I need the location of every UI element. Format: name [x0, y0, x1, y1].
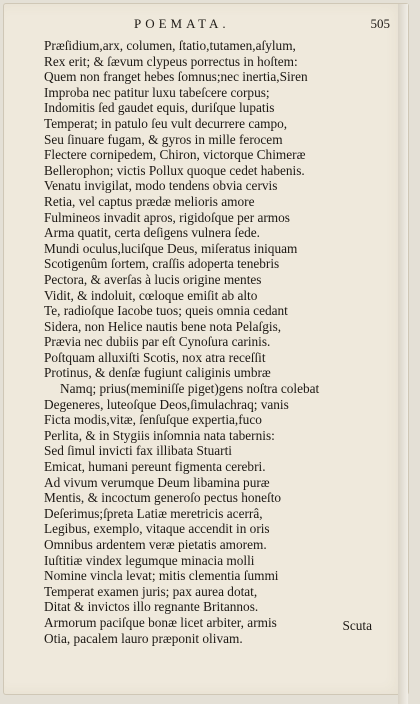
poem-line: Armorum paciſque bonæ licet arbiter, armis: [44, 614, 277, 630]
poem-line: Præſidium,arx, columen, ſtatio,tutamen,aſylum,: [44, 38, 296, 53]
poem-line: Namq; prius(meminiſſe piget)gens noſtra colebat: [60, 381, 320, 397]
poem-line: Temperat examen juris; pax aurea dotat,: [44, 583, 258, 599]
poem-line: Bellerophon; victis Pollux quoque cedet habenis.: [44, 162, 305, 178]
poem-line: Iuſtitiæ vindex legumque minacia molli: [44, 552, 255, 568]
poem-line: Temperat; in patulo ſeu vult decurrere campo,: [44, 115, 288, 131]
poem-line: Te, radioſque Iacobe tuos; queis omnia cedant: [44, 303, 288, 319]
book-page: [4, 4, 408, 694]
poem-line: Ditat & invictos illo regnante Britannos.: [44, 599, 259, 615]
poem-line: Sidera, non Helice nautis bene nota Pelaſgis,: [44, 318, 282, 334]
poem-line: Vidit, & indoluit, cœloque emiſit ab alto: [44, 287, 258, 303]
poem-line: Mentis, & incoctum generoſo pectus honeſto: [44, 490, 282, 506]
poem-line: Mundi oculus,luciſque Deus, miſeratus iniquam: [44, 240, 298, 256]
poem-line: Deſerimus;ſpreta Latiæ meretricis acerrâ,: [44, 505, 263, 521]
page-edge: [398, 4, 408, 704]
poem-line: Omnibus ardentem veræ pietatis amorem.: [44, 537, 267, 552]
poem-line: Sed ſimul invicti fax illibata Stuarti: [44, 443, 232, 459]
poem-line: Ficta modis,vitæ, ſenſuſque expertia,fuco: [44, 412, 262, 428]
poem-line: Quem non franget hebes ſomnus;nec inertia,Siren: [44, 69, 308, 85]
poem-line: Degeneres, luteoſque Deos,ſimulachraq; vanis: [44, 396, 289, 412]
poem-line: Ad vivum verumque Deum libamina puræ: [44, 474, 270, 490]
poem-line: Prævia nec dubiis par eſt Cynoſura carinis.: [44, 334, 271, 350]
poem-line: Otia, pacalem lauro præponit olivam.: [44, 630, 243, 646]
running-title: POEMATA.: [134, 16, 230, 31]
poem-text: [44, 38, 386, 646]
poem-line: Protinus, & denſæ fugiunt caliginis umbræ: [44, 365, 271, 381]
poem-line: Emicat, humani pereunt figmenta cerebri.: [44, 459, 266, 475]
poem-line: Indomitis ſed gaudet equis, duriſque lupatis: [44, 100, 275, 116]
poem-line: Fulmineos invadit apros, rigidoſque per armos: [44, 209, 290, 225]
poem-line: Poſtquam alluxiſti Scotis, nox atra receſſit: [44, 349, 266, 365]
poem-line: Nomine vincla levat; mitis clementia ſummi: [44, 568, 279, 584]
poem-line: Perlita, & in Stygiis inſomnia nata tabernis:: [44, 427, 275, 443]
poem-line: Retia, vel captus prædæ melioris amore: [44, 193, 255, 209]
catchword: Scuta: [342, 618, 372, 633]
poem-line: Improba nec patitur luxu tabeſcere corpus;: [44, 84, 270, 100]
poem-line: Rex erit; & ſævum clypeus porrectus in hoſtem:: [44, 53, 298, 69]
poem-line: Venatu invigilat, modo tendens obvia cervis: [44, 178, 278, 194]
poem-line: Seu ſinuare fugam, & gyros in mille ferocem: [44, 131, 283, 147]
poem-line: Flectere cornipedem, Chiron, victorque Chimeræ: [44, 147, 306, 163]
poem-line: Scotigenûm ſortem, craſſis adoperta tenebris: [44, 256, 280, 272]
page-number: 505: [370, 16, 390, 31]
page-header: [4, 16, 408, 36]
poem-line: Arma quatit, certa deſigens vulnera ſede.: [44, 225, 260, 241]
poem-line: Legibus, exemplo, vitaque accendit in oris: [44, 521, 270, 537]
poem-line: Pectora, & averſas à lucis origine mentes: [44, 271, 262, 287]
